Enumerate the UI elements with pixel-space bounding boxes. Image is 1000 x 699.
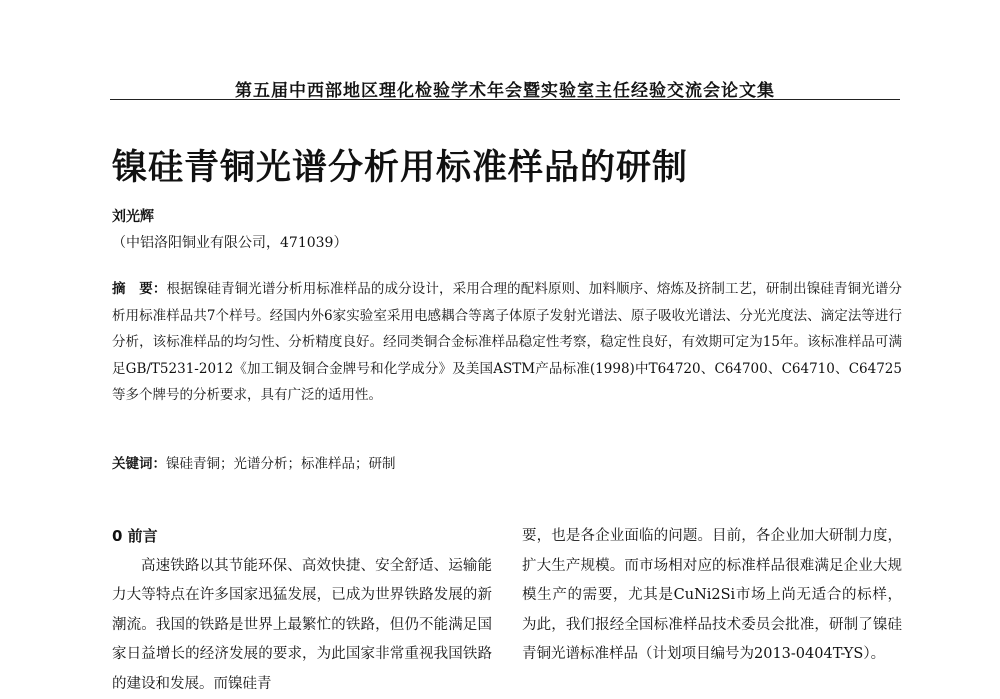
author-affiliation: （中铝洛阳铜业有限公司，471039） (112, 232, 347, 252)
section-heading: 0 前言 (112, 522, 492, 552)
left-column (112, 522, 492, 699)
running-header: 第五届中西部地区理化检验学术年会暨实验室主任经验交流会论文集 (110, 76, 900, 101)
intro-paragraph-left: 高速铁路以其节能环保、高效快捷、安全舒适、运输能力大等特点在许多国家迅猛发展，已成为世界铁路发展的新潮流。我国的铁路是世界上最繁忙的铁路，但仍不能满足国家日益增长的经济发展的要求，为此国家非常重视我国铁路的建设和发展。而镍硅青 (112, 552, 492, 699)
abstract (112, 276, 902, 409)
abstract-label: 摘 要： (112, 281, 167, 297)
header-rule (110, 99, 900, 100)
author-name: 刘光辉 (112, 206, 154, 226)
keywords (112, 452, 902, 472)
abstract-text: 根据镍硅青铜光谱分析用标准样品的成分设计，采用合理的配料原则、加料顺序、熔炼及挤制工艺，研制出镍硅青铜光谱分析用标准样品共7个样号。经国内外6家实验室采用电感耦合等离子体原子发射光谱法、原子吸收光谱法、分光光度法、滴定法等进行分析，该标准样品的均匀性、分析精度良好。经同类铜合金标准样品稳定性考察，稳定性良好，有效期可定为15年。该标准样品可满足GB/T5231-2012《加工铜及铜合金牌号和化学成分》及美国ASTM产品标准(1998)中T64720、C64700、C64710、C64725等多个牌号的分析要求，具有广泛的适用性。 (112, 281, 902, 403)
keywords-text: 镍硅青铜；光谱分析；标准样品；研制 (166, 456, 396, 472)
intro-paragraph-right: 要，也是各企业面临的问题。目前，各企业加大研制力度，扩大生产规模。而市场相对应的标准样品很难满足企业大规模生产的需要，尤其是CuNi2Si市场上尚无适合的标样，为此，我们报经全国标准样品技术委员会批准，研制了镍硅青铜光谱标准样品（计划项目编号为2013-0404T-YS）。 (522, 522, 902, 670)
paper-title: 镍硅青铜光谱分析用标准样品的研制 (112, 140, 688, 190)
keywords-label: 关键词： (112, 456, 166, 472)
right-column (522, 522, 902, 670)
